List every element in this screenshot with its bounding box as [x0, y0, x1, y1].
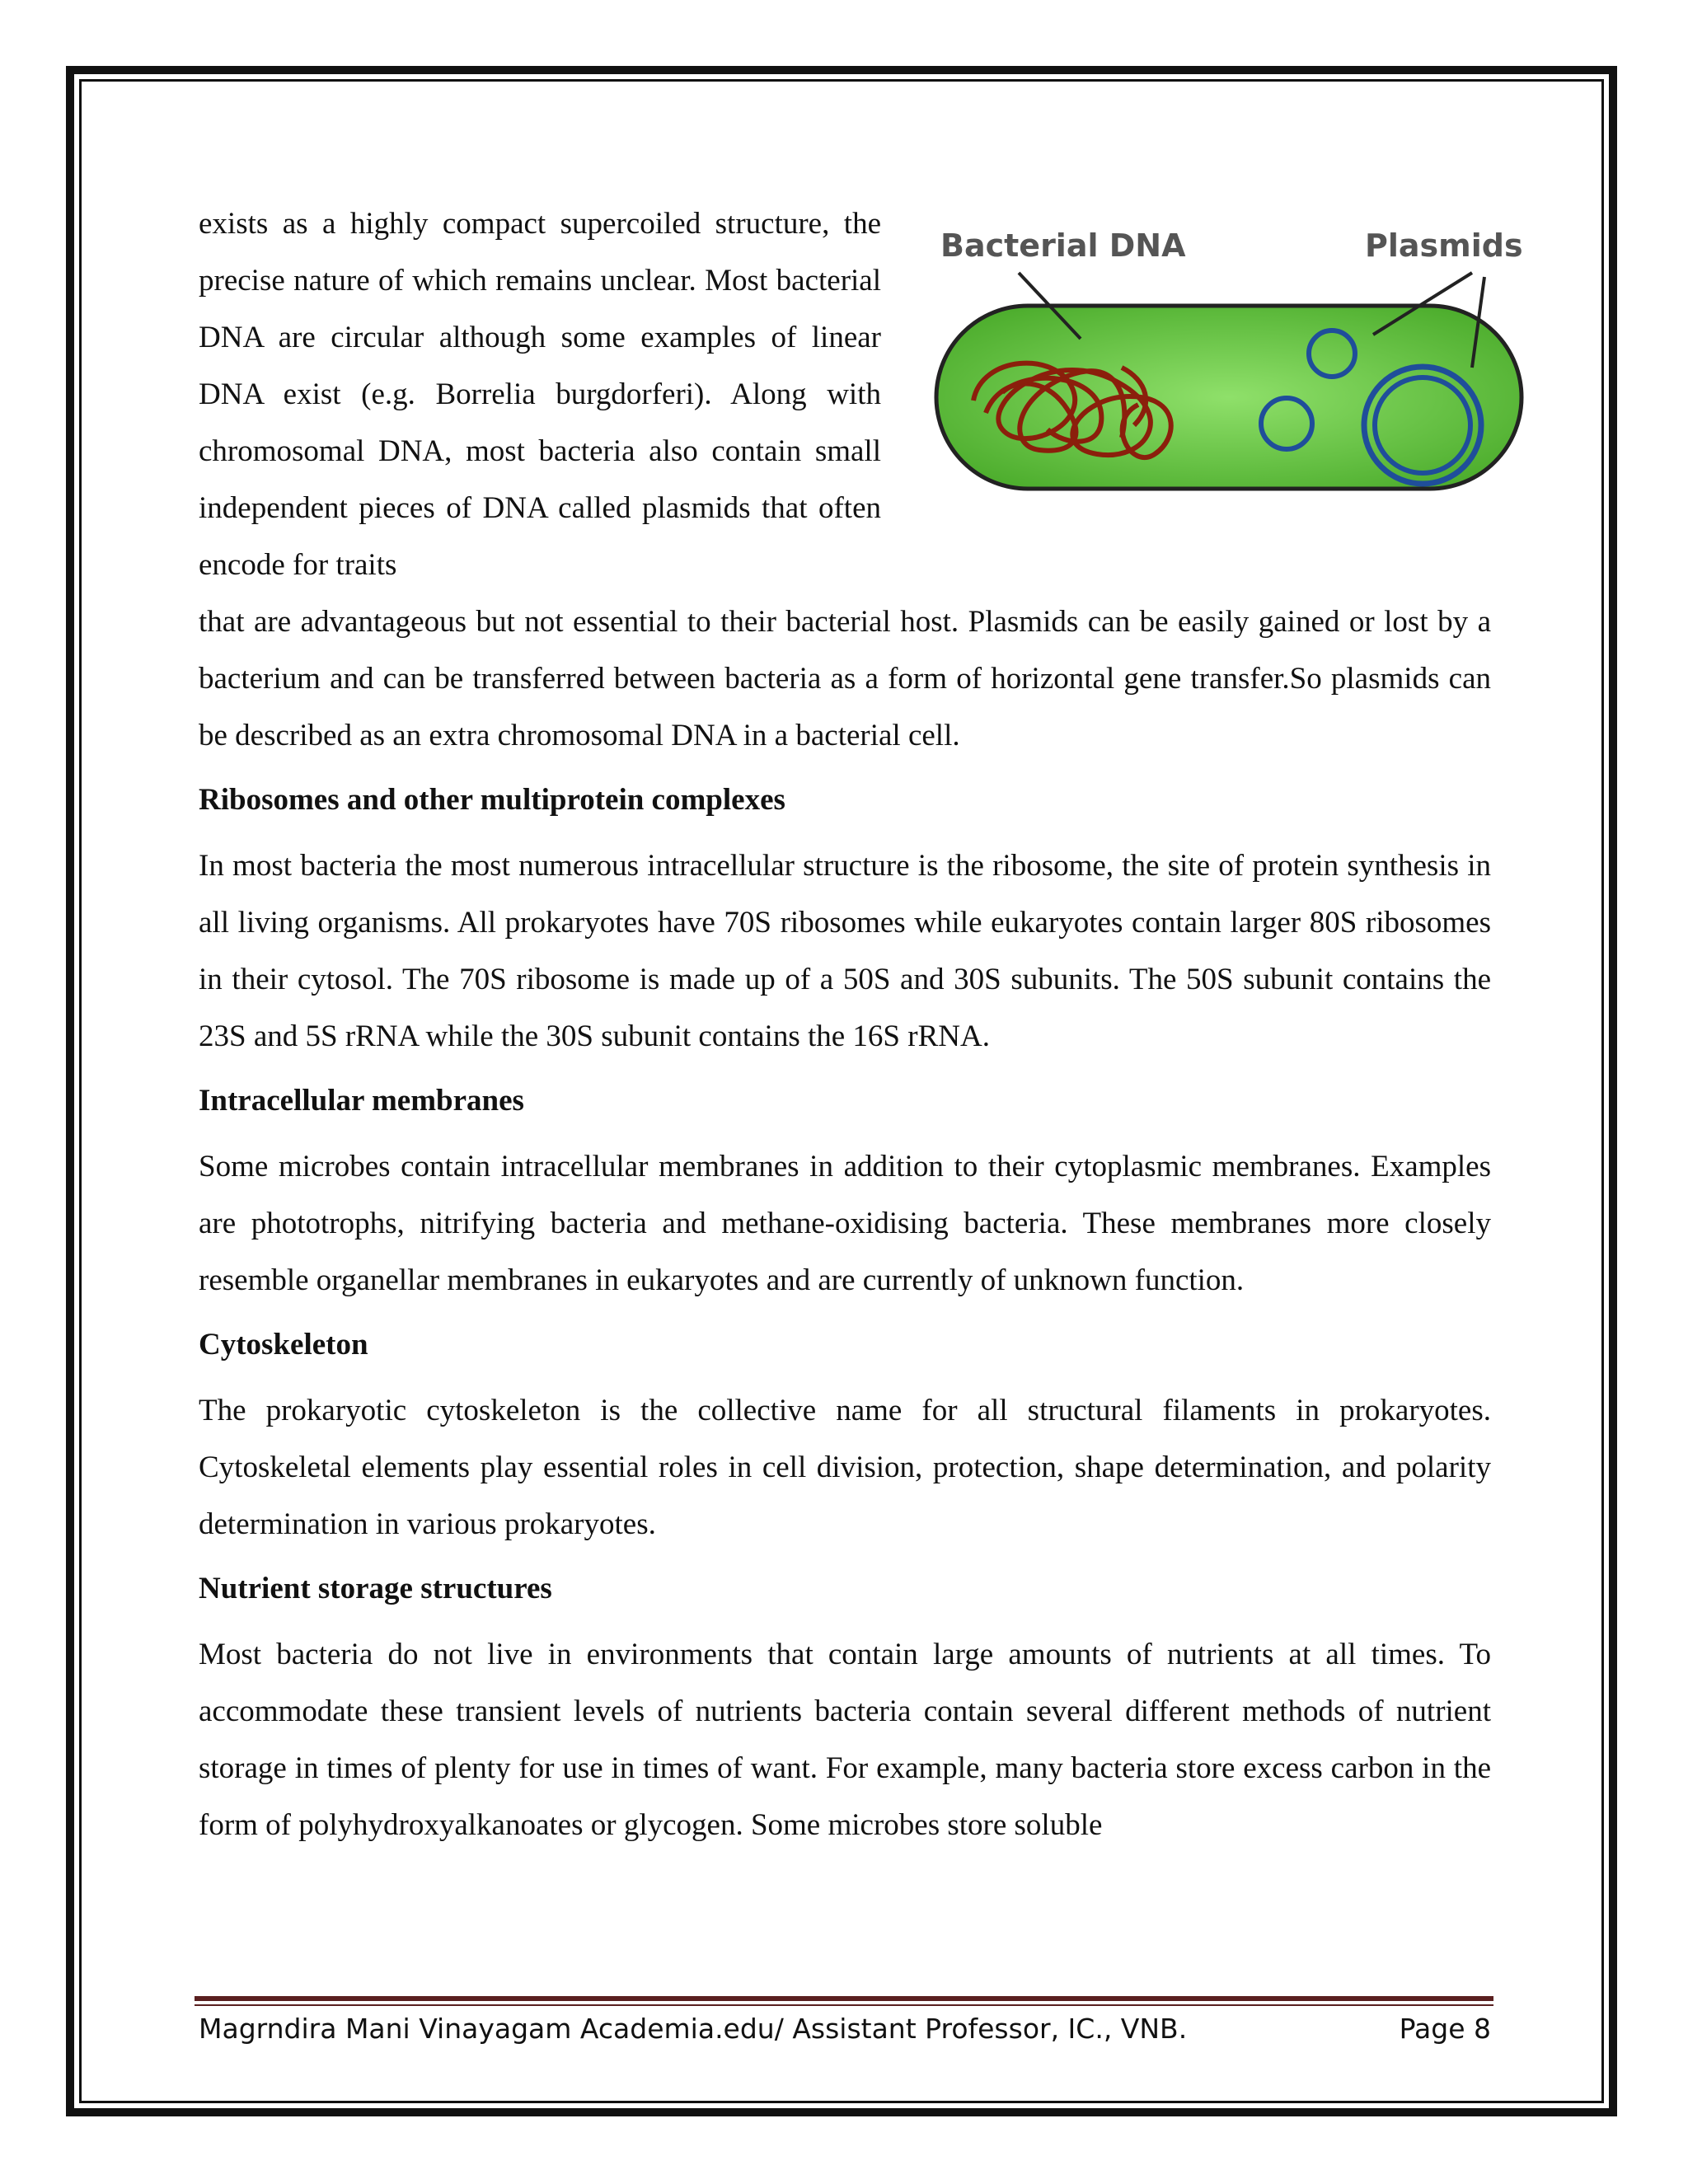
intro-paragraph-wrapped: exists as a highly compact supercoiled structure, the precise nature of which remains unclear. Most bacterial DNA are circular although some examples of linear DNA exist (e.g. Borrelia burgdorferi). Along with chromosomal DNA, most bacteria also contain small independent pieces of DNA called plasmids that often encode for traits [199, 207, 881, 582]
bacterial-dna-label: Bacterial DNA [940, 227, 1186, 264]
section-text-ribosomes: In most bacteria the most numerous intracellular structure is the ribosome, the site of protein synthesis in all living organisms. All prokaryotes have 70S ribosomes while eukaryotes contain larger 80S ribosomes in their cytosol. The 70S ribosome is made up of a 50S and 30S subunits. The 50S subunit contains the 23S and 5S rRNA while the 30S subunit contains the 16S rRNA. [199, 849, 1491, 1053]
page-number: Page 8 [1399, 2013, 1491, 2045]
footer-rule [195, 1996, 1493, 2001]
section-text-nutrient-storage: Most bacteria do not live in environments that contain large amounts of nutrients at all times. To accommodate these transient levels of nutrients bacteria contain several different methods of nutrient storage in times of plenty for use in times of want. For example, many bacteria store excess carbon in the form of polyhydroxyalkanoates or glycogen. Some microbes store soluble [199, 1638, 1491, 1842]
bacterial-cell-figure [924, 190, 1534, 504]
section-text-intracellular-membranes: Some microbes contain intracellular membranes in addition to their cytoplasmic membranes. Examples are phototrophs, nitrifying bacteria and methane-oxidising bacteria. These membranes more closely resemble organellar membranes in eukaryotes and are currently of unknown function. [199, 1150, 1491, 1297]
section-heading-nutrient-storage: Nutrient storage structures [199, 1572, 552, 1605]
footer-author: Magrndira Mani Vinayagam Academia.edu/ Assistant Professor, IC., VNB. [199, 2013, 1188, 2045]
section-heading-intracellular-membranes: Intracellular membranes [199, 1084, 524, 1118]
intro-paragraph-continued: that are advantageous but not essential to their bacterial host. Plasmids can be easily gained or lost by a bacterium and can be transferred between bacteria as a form of horizontal gene transfer.So plasmids can be described as an extra chromosomal DNA in a bacterial cell. [199, 605, 1491, 752]
plasmids-label: Plasmids [1365, 227, 1523, 264]
page-footer [199, 2013, 1491, 2045]
bacterial-cell-body [936, 306, 1522, 489]
footer-rule-thin [195, 2004, 1493, 2006]
section-text-cytoskeleton: The prokaryotic cytoskeleton is the collective name for all structural filaments in prokaryotes. Cytoskeletal elements play essential roles in cell division, protection, shape determination, and polarity determination in various prokaryotes. [199, 1394, 1491, 1541]
intro-block [199, 195, 1523, 593]
section-heading-cytoskeleton: Cytoskeleton [199, 1328, 368, 1361]
page-content [199, 195, 1523, 1854]
section-heading-ribosomes: Ribosomes and other multiprotein complexes [199, 783, 785, 817]
